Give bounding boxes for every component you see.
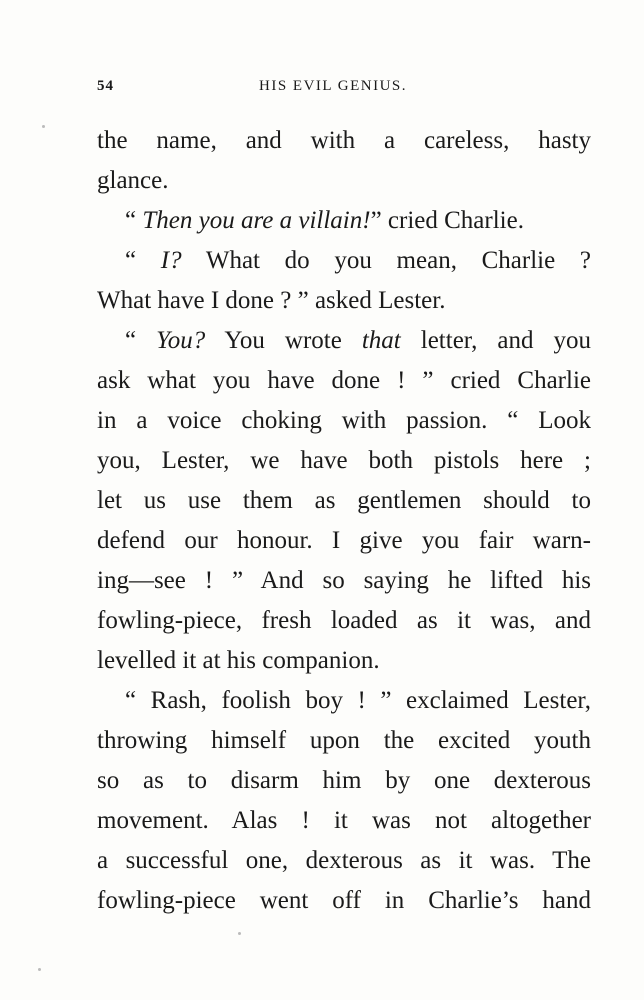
text-line: throwing himself upon the excited youth — [97, 727, 591, 754]
text-line: let us use them as gentlemen should to — [97, 487, 591, 514]
text-line — [97, 321, 591, 361]
running-title: HIS EVIL GENIUS. — [259, 78, 408, 94]
text-line: “ Rash, foolish boy ! ” exclaimed Lester, — [125, 687, 591, 714]
text-line: What have I done ? ” asked Lester. — [97, 287, 446, 314]
text-span: You wrote — [205, 327, 362, 354]
paper-speck — [42, 125, 45, 128]
text-line: in a voice choking with passion. “ Look — [97, 407, 591, 434]
text-line: ask what you have done ! ” cried Charlie — [97, 367, 591, 394]
quote-open: “ — [125, 327, 157, 354]
text-span: What do you mean, Charlie ? — [181, 247, 591, 274]
text-line: fowling-piece went off in Charlie’s hand — [97, 887, 591, 914]
text-line — [97, 201, 591, 241]
italic-speech: You? — [156, 327, 206, 354]
italic-emphasis: that — [361, 327, 401, 354]
text-line — [97, 241, 591, 281]
paper-speck — [38, 968, 41, 971]
text-line: you, Lester, we have both pistols here ; — [97, 447, 591, 474]
text-line: so as to disarm him by one dexterous — [97, 767, 591, 794]
running-head — [97, 78, 591, 100]
quote-open: “ — [125, 207, 143, 234]
text-line: defend our honour. I give you fair warn- — [97, 527, 591, 554]
text-line: ing—see ! ” And so saying he lifted his — [97, 567, 591, 594]
text-line: levelled it at his companion. — [97, 647, 380, 674]
italic-speech: Then you are a villain! — [142, 207, 371, 234]
italic-speech: I? — [160, 247, 182, 274]
body-text — [97, 121, 591, 921]
text-line: movement. Alas ! it was not altogether — [97, 807, 591, 834]
paper-speck — [238, 932, 241, 935]
text-line: a successful one, dexterous as it was. The — [97, 847, 591, 874]
quote-open: “ — [125, 247, 161, 274]
text-line: fowling-piece, fresh loaded as it was, and — [97, 607, 591, 634]
text-line: the name, and with a careless, hasty — [97, 127, 591, 154]
text-span: letter, and you — [400, 327, 592, 354]
page-number: 54 — [97, 78, 114, 94]
text-line: glance. — [97, 167, 169, 194]
text-span: ” cried Charlie. — [370, 207, 524, 234]
